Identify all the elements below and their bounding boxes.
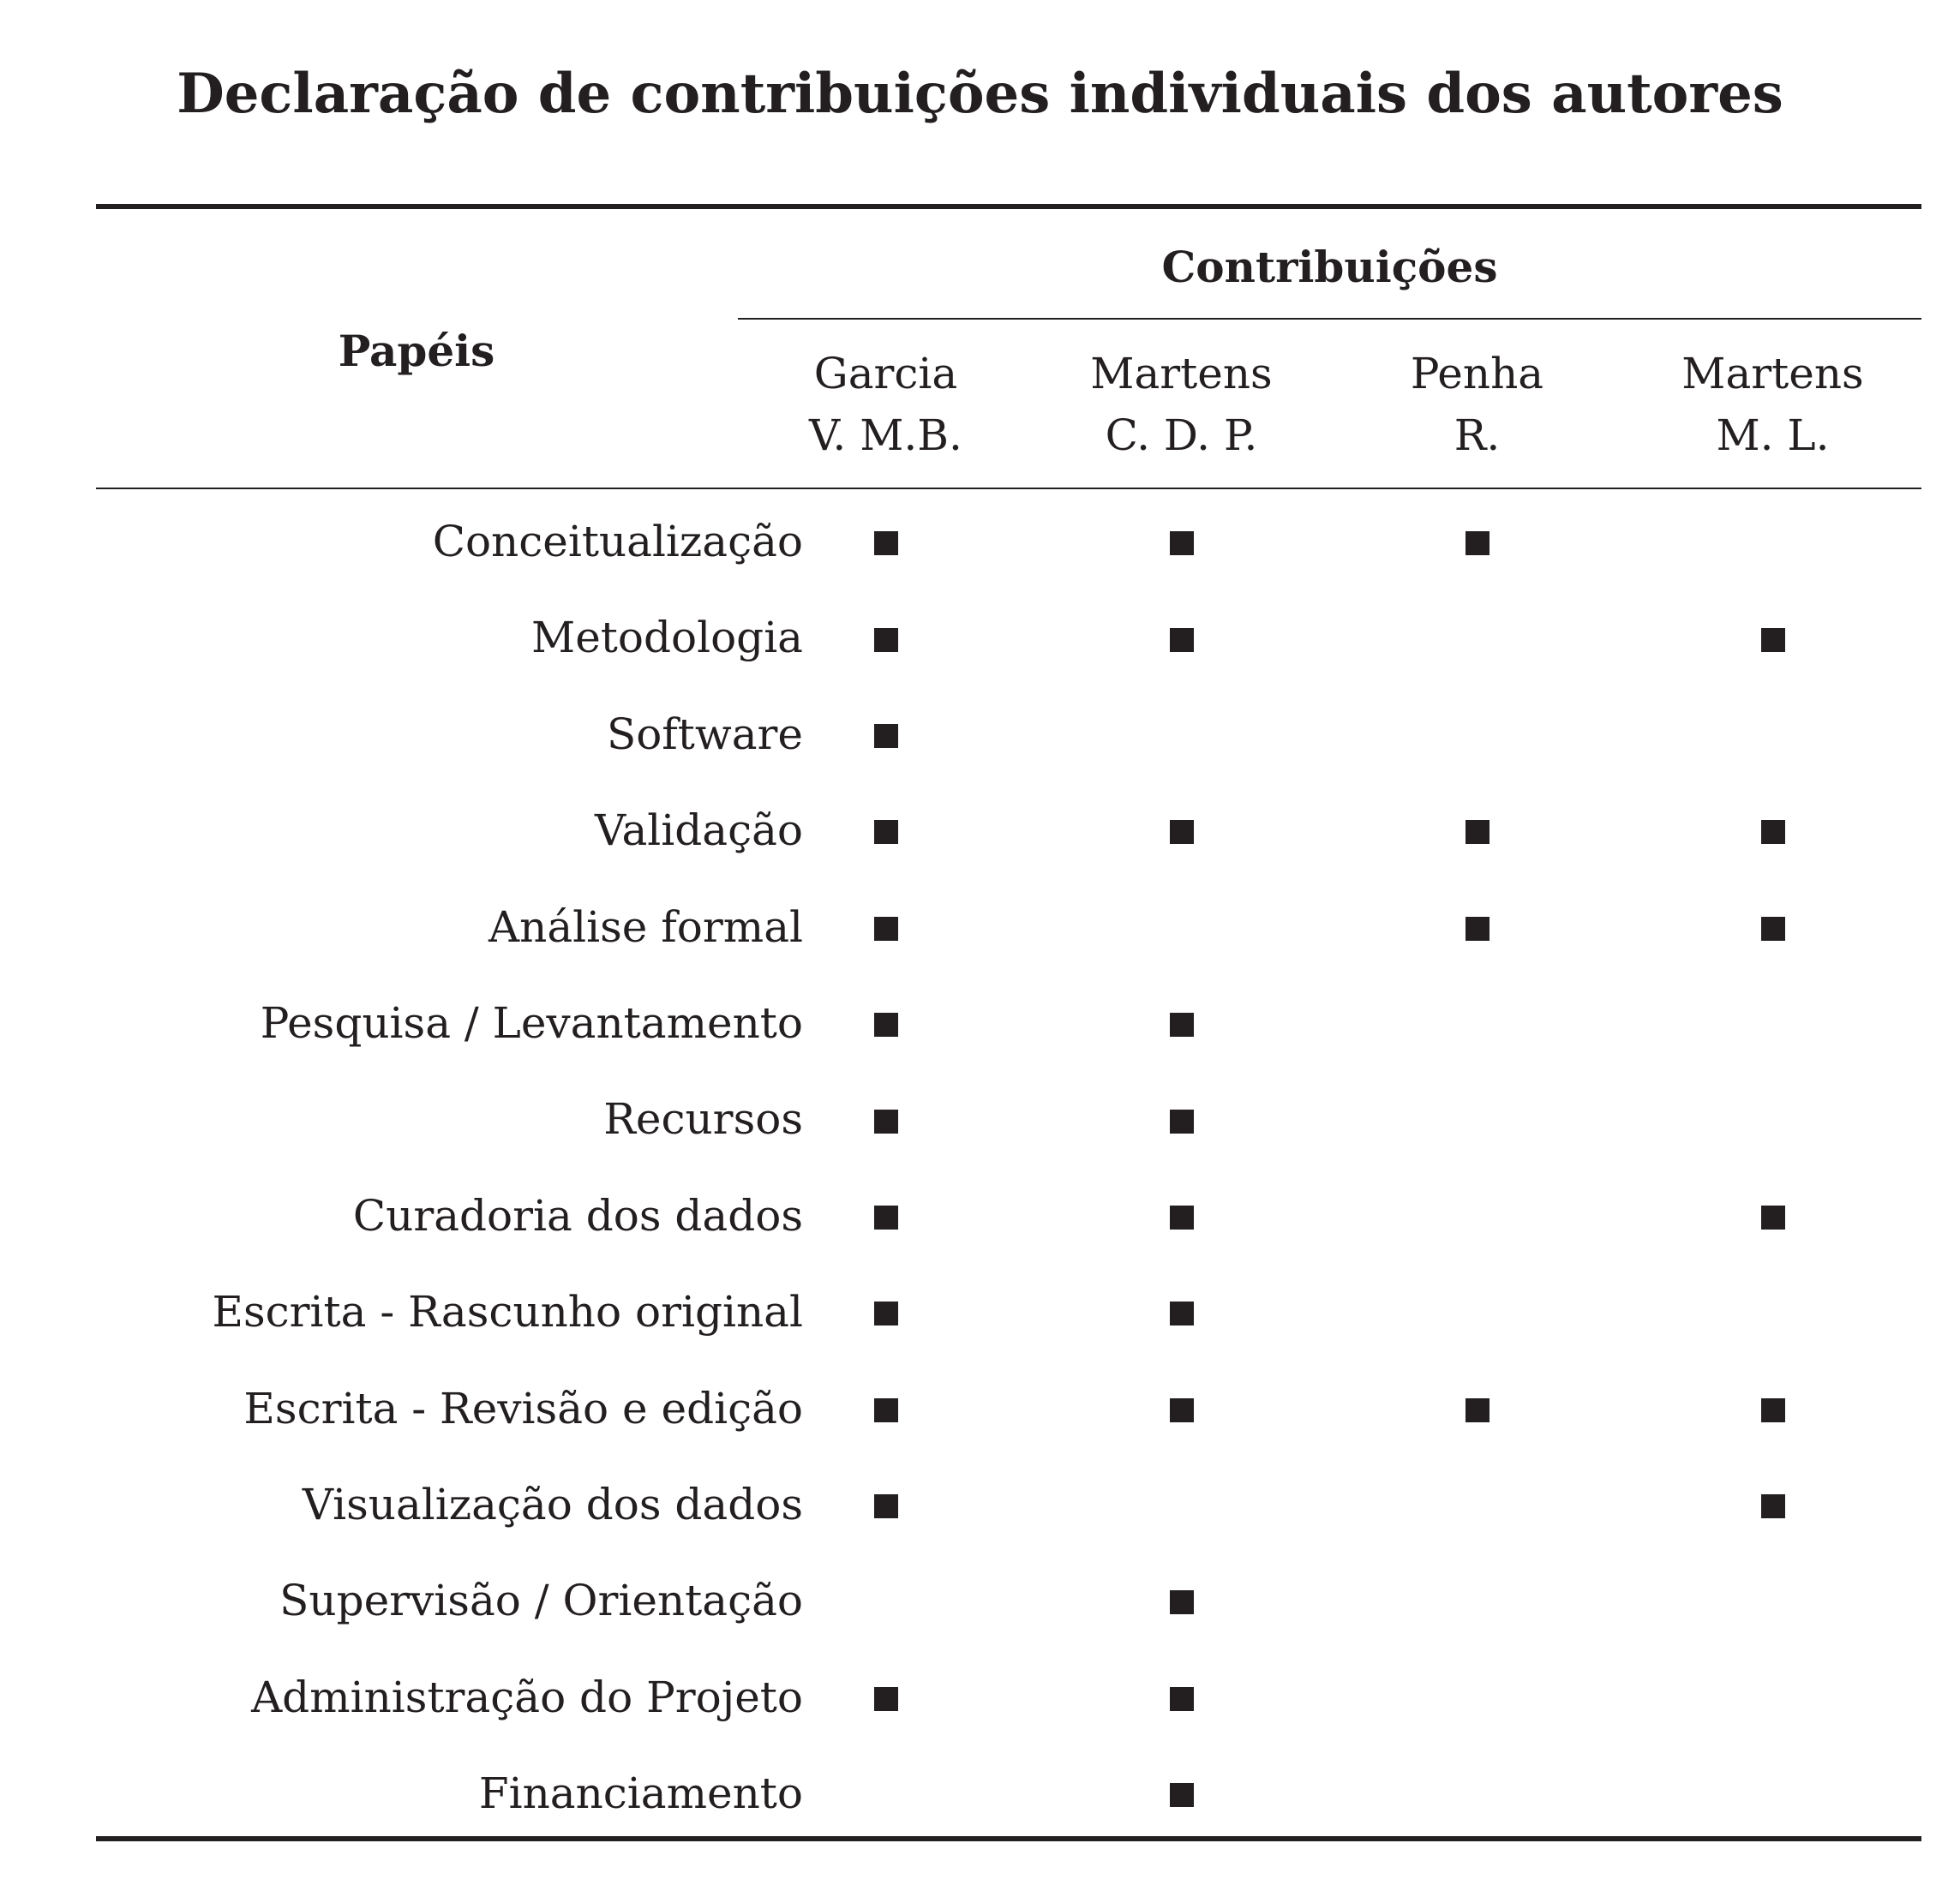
contribution-mark-icon [1466, 531, 1489, 555]
contribution-cell [738, 975, 1034, 1071]
contribution-cell [1034, 686, 1329, 782]
contribution-mark-icon [874, 1302, 898, 1325]
contribution-cell [1034, 1264, 1329, 1360]
contribution-mark-icon [1170, 1302, 1194, 1325]
table-row [96, 1361, 1921, 1457]
contribution-cell [1625, 1168, 1921, 1264]
contribution-cell [738, 1649, 1034, 1745]
author-initials: R. [1454, 410, 1501, 460]
role-label: Análise formal [489, 901, 803, 952]
author-header-garcia [738, 343, 1034, 466]
contributions-rule [738, 318, 1921, 320]
role-label: Software [606, 709, 803, 759]
contribution-cell [1034, 589, 1329, 685]
contribution-mark-icon [874, 1013, 898, 1037]
contribution-mark-icon [1466, 917, 1489, 941]
contribution-cell [738, 589, 1034, 685]
contribution-cell [1625, 1553, 1921, 1649]
contribution-cell [1034, 1071, 1329, 1167]
contribution-mark-icon [874, 628, 898, 652]
contribution-mark-icon [1170, 1687, 1194, 1711]
contribution-cell [1034, 1361, 1329, 1457]
role-label: Supervisão / Orientação [279, 1576, 803, 1626]
roles-header: Papéis [338, 326, 495, 376]
table-row [96, 1649, 1921, 1745]
table-row [96, 1168, 1921, 1264]
contribution-mark-icon [874, 1206, 898, 1230]
contribution-cell [1034, 782, 1329, 878]
page-title: Declaração de contribuições individuais dos autores [177, 62, 1783, 126]
role-label: Curadoria dos dados [352, 1190, 803, 1241]
table-row [96, 1071, 1921, 1167]
contribution-mark-icon [1170, 1398, 1194, 1422]
contribution-cell [738, 494, 1034, 589]
contribution-cell [1625, 1361, 1921, 1457]
contribution-mark-icon [1761, 628, 1785, 652]
table-bottom-rule [96, 1836, 1921, 1841]
contribution-cell [1329, 1264, 1625, 1360]
contribution-cell [1329, 879, 1625, 975]
role-label: Pesquisa / Levantamento [260, 997, 803, 1048]
contribution-cell [1329, 589, 1625, 685]
contribution-mark-icon [1170, 1783, 1194, 1807]
contribution-cell [1034, 1745, 1329, 1841]
contribution-cell [1034, 1168, 1329, 1264]
contribution-mark-icon [1761, 1206, 1785, 1230]
contribution-cell [1034, 494, 1329, 589]
table-row [96, 494, 1921, 589]
contribution-cell [738, 1457, 1034, 1553]
contribution-mark-icon [1170, 820, 1194, 844]
contribution-mark-icon [1466, 1398, 1489, 1422]
contribution-cell [1329, 1168, 1625, 1264]
contribution-cell [1034, 1553, 1329, 1649]
contribution-cell [1034, 1457, 1329, 1553]
role-label: Conceitualização [432, 517, 803, 566]
table-row [96, 975, 1921, 1071]
table-row [96, 782, 1921, 878]
roles-table-body [96, 494, 1921, 1841]
contribution-cell [1329, 494, 1625, 589]
author-initials: C. D. P. [1105, 410, 1258, 460]
contribution-mark-icon [1170, 531, 1194, 555]
role-label: Financiamento [478, 1768, 803, 1819]
contribution-mark-icon [1761, 1494, 1785, 1518]
contribution-mark-icon [1170, 1206, 1194, 1230]
author-header-martens-cdp [1034, 343, 1329, 466]
contribution-cell [738, 1264, 1034, 1360]
author-name: Martens [1681, 349, 1864, 398]
contribution-cell [1625, 1071, 1921, 1167]
contribution-cell [1625, 1745, 1921, 1841]
contribution-cell [1625, 975, 1921, 1071]
contributions-header: Contribuições [1161, 242, 1498, 292]
contribution-cell [738, 1553, 1034, 1649]
contribution-mark-icon [1761, 820, 1785, 844]
contribution-cell [1625, 782, 1921, 878]
contribution-mark-icon [1761, 1398, 1785, 1422]
table-row [96, 1264, 1921, 1360]
contribution-cell [738, 782, 1034, 878]
table-row [96, 1457, 1921, 1553]
contribution-cell [1034, 879, 1329, 975]
contribution-mark-icon [874, 1687, 898, 1711]
contribution-cell [738, 1361, 1034, 1457]
contribution-cell [738, 879, 1034, 975]
contribution-cell [1625, 494, 1921, 589]
contribution-cell [738, 1745, 1034, 1841]
role-label: Escrita - Revisão e edição [243, 1383, 803, 1433]
author-initials: M. L. [1716, 410, 1830, 460]
contribution-mark-icon [874, 724, 898, 748]
contribution-cell [1625, 589, 1921, 685]
contribution-mark-icon [1466, 820, 1489, 844]
table-row [96, 1745, 1921, 1841]
contribution-cell [1329, 1071, 1625, 1167]
author-initials: V. M.B. [809, 410, 962, 460]
contribution-mark-icon [1170, 1590, 1194, 1614]
contribution-cell [1034, 1649, 1329, 1745]
role-label: Recursos [603, 1094, 803, 1145]
contribution-cell [1034, 975, 1329, 1071]
contribution-cell [1625, 879, 1921, 975]
contribution-mark-icon [874, 1398, 898, 1422]
contribution-cell [1329, 1649, 1625, 1745]
contribution-cell [1329, 1553, 1625, 1649]
role-label: Escrita - Rascunho original [212, 1287, 803, 1337]
role-label: Validação [594, 805, 803, 856]
contribution-mark-icon [874, 820, 898, 844]
contribution-cell [1329, 1457, 1625, 1553]
contribution-cell [1625, 1264, 1921, 1360]
author-name: Martens [1090, 349, 1273, 398]
contribution-cell [738, 686, 1034, 782]
contribution-cell [1329, 782, 1625, 878]
contribution-mark-icon [874, 531, 898, 555]
contribution-cell [1329, 686, 1625, 782]
author-header-martens-ml [1625, 343, 1921, 466]
table-row [96, 879, 1921, 975]
header-rule [96, 488, 1921, 489]
contribution-cell [1625, 1649, 1921, 1745]
table-row [96, 686, 1921, 782]
contribution-cell [1329, 1361, 1625, 1457]
contribution-mark-icon [874, 1110, 898, 1134]
contribution-cell [1625, 686, 1921, 782]
contribution-cell [1625, 1457, 1921, 1553]
contribution-mark-icon [874, 1494, 898, 1518]
role-label: Metodologia [531, 613, 803, 663]
contribution-mark-icon [1170, 628, 1194, 652]
contribution-mark-icon [1761, 917, 1785, 941]
contribution-cell [1329, 975, 1625, 1071]
table-top-rule [96, 204, 1921, 209]
author-name: Garcia [813, 349, 958, 398]
author-header-penha [1329, 343, 1625, 466]
table-row [96, 589, 1921, 685]
author-name: Penha [1410, 349, 1544, 398]
contribution-cell [738, 1168, 1034, 1264]
table-row [96, 1553, 1921, 1649]
contribution-cell [738, 1071, 1034, 1167]
contribution-mark-icon [1170, 1013, 1194, 1037]
role-label: Visualização dos dados [302, 1479, 803, 1529]
contribution-cell [1329, 1745, 1625, 1841]
contribution-mark-icon [1170, 1110, 1194, 1134]
role-label: Administração do Projeto [251, 1672, 803, 1722]
contribution-mark-icon [874, 917, 898, 941]
